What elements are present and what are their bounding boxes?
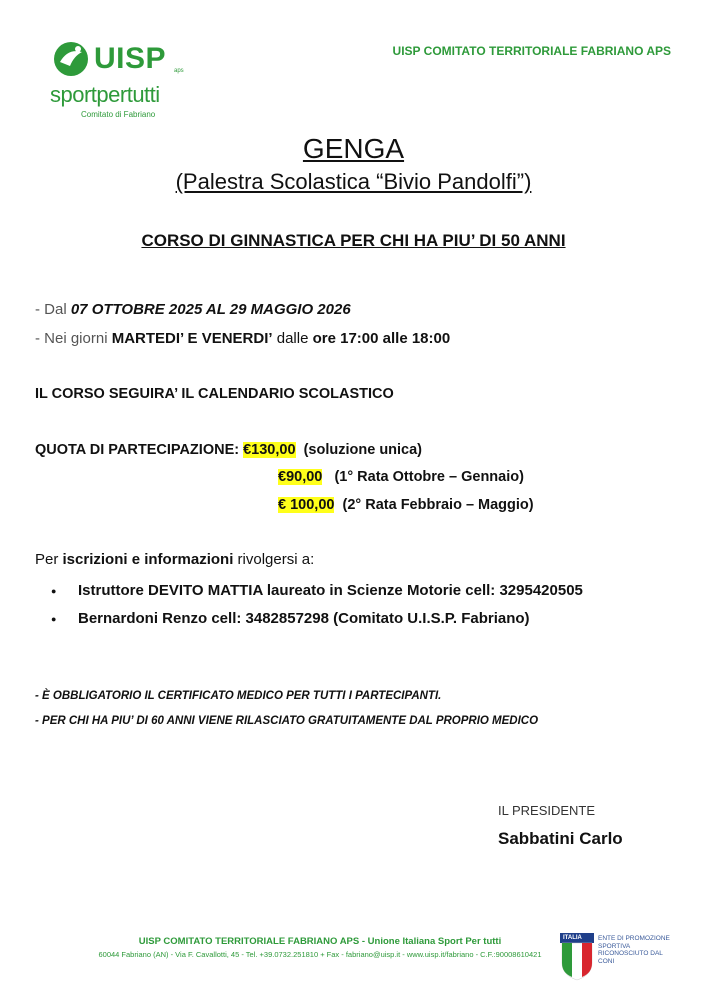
hours: ore 17:00 alle 18:00 bbox=[312, 330, 451, 347]
logo-suffix: aps bbox=[174, 68, 184, 74]
fee-label: QUOTA DI PARTECIPAZIONE: bbox=[35, 442, 240, 458]
uisp-logo bbox=[50, 40, 190, 122]
fee-note: (1° Rata Ottobre – Gennaio) bbox=[334, 469, 524, 485]
days-line bbox=[35, 330, 450, 347]
committee-header: UISP COMITATO TERRITORIALE FABRIANO APS bbox=[392, 44, 671, 58]
contacts-intro bbox=[35, 551, 314, 568]
page-title: GENGA bbox=[302, 133, 405, 164]
fee-amount: € 100,00 bbox=[278, 497, 335, 513]
venue-subtitle: (Palestra Scolastica “Bivio Pandolfi”) bbox=[175, 169, 532, 194]
contact-item: ● Bernardoni Renzo cell: 3482857298 (Comitato U.I.S.P. Fabriano) bbox=[35, 606, 583, 634]
days-mid: dalle bbox=[272, 330, 313, 347]
fee-amount: €90,00 bbox=[278, 469, 323, 485]
footer-address: 60044 Fabriano (AN) - Via F. Cavallotti, 45 - Tel. +39.0732.251810 + Fax - fabriano@uisp.it - www.uisp.it/fabriano - C.F.:90008610421 bbox=[98, 950, 542, 959]
fee-note: (soluzione unica) bbox=[303, 442, 423, 458]
period-line bbox=[35, 301, 351, 318]
period-prefix: - Dal bbox=[35, 301, 71, 318]
fee-amount: €130,00 bbox=[243, 442, 296, 458]
days: MARTEDI’ E VENERDI’ bbox=[111, 330, 273, 347]
coni-text: ENTE DI PROMOZIONE SPORTIVA RICONOSCIUTO DAL CONI bbox=[598, 935, 670, 965]
contact-item: ● Istruttore DEVITO MATTIA laureato in Scienze Motorie cell: 3295420505 bbox=[35, 578, 583, 606]
president-label: IL PRESIDENTE bbox=[498, 803, 596, 818]
logo-brand: UISP bbox=[94, 42, 167, 75]
calendar-note: IL CORSO SEGUIRA’ IL CALENDARIO SCOLASTICO bbox=[35, 386, 394, 402]
runner-emblem-icon bbox=[50, 40, 92, 78]
intro-prefix: Per bbox=[35, 551, 63, 568]
course-title: CORSO DI GINNASTICA PER CHI HA PIU’ DI 50 ANNI bbox=[141, 231, 566, 250]
fee-row-1 bbox=[35, 442, 422, 458]
intro-suffix: rivolgersi a: bbox=[233, 551, 315, 568]
coni-badge bbox=[560, 933, 680, 983]
logo-sub: Comitato di Fabriano bbox=[81, 110, 156, 119]
logo-tagline: sportpertutti bbox=[50, 82, 160, 107]
period-dates: 07 OTTOBRE 2025 AL 29 MAGGIO 2026 bbox=[70, 301, 351, 318]
footer-organization: UISP COMITATO TERRITORIALE FABRIANO APS - Unione Italiana Sport Per tutti bbox=[138, 936, 502, 947]
fee-row-3 bbox=[278, 497, 534, 513]
fee-note: (2° Rata Febbraio – Maggio) bbox=[342, 497, 534, 513]
notice-medical: - È OBBLIGATORIO IL CERTIFICATO MEDICO PER TUTTI I PARTECIPANTI. bbox=[35, 690, 442, 702]
president-name: Sabbatini Carlo bbox=[498, 829, 623, 848]
days-prefix: - Nei giorni bbox=[35, 330, 112, 347]
intro-bold: iscrizioni e informazioni bbox=[62, 551, 234, 568]
notice-over-60: - PER CHI HA PIU’ DI 60 ANNI VIENE RILASCIATO GRATUITAMENTE DAL PROPRIO MEDICO bbox=[35, 715, 539, 727]
fee-row-2 bbox=[278, 469, 524, 485]
contacts-list bbox=[35, 578, 583, 634]
coni-country: ITALIA bbox=[563, 935, 582, 941]
